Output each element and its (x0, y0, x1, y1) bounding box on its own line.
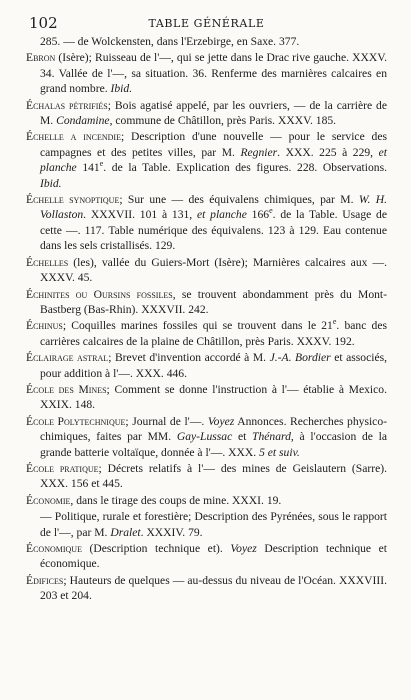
entry-headword: Édifices (26, 573, 64, 587)
entry-italic-text: et planche (40, 145, 388, 175)
entry-text: , se trouvent abondamment près du Mont-Bastberg (Bas-Rhin). XXXVII. 242. (40, 287, 387, 316)
entry-text: (Isère); Ruisseau de l'—, qui se jette dans le Drac rive gauche. XXXV. 34. Vallée de l'—, sa situation. 36. Renferme des marnières calcaires en grand nombre. (40, 51, 387, 96)
entry-italic-text: et planche (197, 208, 247, 222)
entry-headword: Échelles (26, 255, 69, 269)
entry-italic-text: Dralet (110, 525, 141, 539)
entry-text: — Politique, rurale et forestière; Description des Pyrénées, sous le rapport de l'—, par M. (40, 510, 387, 539)
index-entry-echelles (26, 255, 387, 286)
entry-text: Annonces. Recherches physico-chimiques, faites par MM. (40, 414, 387, 444)
entry-text: ; Brevet d'invention accordé à M. (108, 351, 270, 365)
entry-italic-text: Ibid. (110, 82, 133, 96)
index-entry-ecole-pratique (26, 461, 387, 492)
entry-italic-text: Regnier (240, 145, 278, 159)
entry-italic-text: Voyez (230, 542, 257, 555)
entry-headword: Échalas pétrifiés (26, 98, 108, 112)
entry-headword: Échelle a incendie (26, 130, 121, 144)
index-entry-echalas (26, 98, 387, 129)
entry-text: 285. — de Wolckensten, dans l'Erzebirge, en Saxe. 377. (40, 35, 300, 48)
entry-italic-text: 5 et suiv. (259, 445, 300, 459)
entry-text: (Description technique et). (81, 542, 231, 555)
index-entry-wolckensten (26, 34, 387, 49)
entry-text: e (269, 206, 273, 216)
entry-text: ; Journal de l'—. (125, 414, 208, 428)
index-entry-echinites (26, 287, 387, 318)
entry-headword: École pratique (26, 461, 99, 475)
index-entries (26, 34, 387, 604)
entry-text: ; Hauteurs de quelques — au-dessus du niveau de l'Océan. XXXVIII. 203 et 204. (40, 573, 387, 603)
index-entry-ecole-mines (26, 382, 387, 413)
entry-text: e (332, 317, 337, 327)
entry-text: ; Décrets relatifs à l'— des mines de Geislautern (Sarre). XXX. 156 et 445. (40, 461, 387, 491)
entry-headword: École Polytechnique (26, 414, 126, 428)
index-entry-economie-politique (26, 509, 387, 540)
entry-italic-text: Condamine (56, 114, 110, 128)
entry-text: . XXXIV. 79. (140, 525, 203, 539)
index-entry-echinus (26, 318, 387, 349)
entry-text: ; Comment se donne l'instruction à l'— établie à Mexico. XXIX. 148. (40, 382, 387, 412)
entry-text: . banc des carrières calcaires de la plaine de Châtillon, près Paris. XXXV. 192. (40, 319, 387, 348)
entry-text: . de la Table. Usage de cette —. 117. Table numérique des équivalens. 123 à 129. Eau contenue dans les sels cristallisés. 129. (40, 208, 388, 253)
index-entry-echelle-incendie (26, 129, 387, 191)
entry-italic-text: W. H. Vollaston (40, 193, 387, 222)
entry-text: ; Sur une — des équivalens chimiques, par M. (119, 193, 359, 207)
entry-text: . de la Table. Explication des figures. 228. Observations. (103, 161, 388, 175)
entry-italic-text: Gay-Lussac (176, 430, 233, 444)
entry-text: , dans le tirage des coups de mine. XXXI. 19. (70, 493, 282, 507)
entry-text: Description technique et économique. (40, 542, 387, 571)
index-entry-economique (26, 541, 387, 572)
page-header (26, 12, 387, 34)
index-entry-echelle-synoptique (26, 192, 387, 254)
entry-text: 141 (76, 161, 100, 175)
entry-text: , commune de Châtillon, près Paris. XXXV. 185. (109, 114, 337, 128)
entry-text: . XXX. 225 à 229, (277, 145, 379, 159)
index-entry-edifices (26, 573, 387, 604)
entry-italic-text: J.-A. Bordier (269, 351, 331, 365)
entry-text: ; Coquilles marines fossiles qui se trouvent dans le 21 (62, 319, 333, 333)
entry-text: , à l'occasion de la grande batterie voltaïque, donnée à l'—. XXX. (40, 430, 387, 459)
entry-text: ; Bois agatisé appelé, par les ouvriers, — de la carrière de M. (40, 98, 388, 128)
entry-text: 166 (246, 208, 270, 222)
entry-headword: École des Mines (26, 382, 107, 396)
entry-italic-text: Thénard (252, 430, 291, 444)
entry-headword: Économique (26, 542, 82, 555)
entry-italic-text: Ibid. (40, 176, 62, 190)
entry-italic-text: Voyez (207, 414, 235, 428)
entry-headword: Échinus (26, 319, 63, 333)
entry-headword: Ebron (26, 51, 56, 65)
entry-text: e (99, 159, 104, 169)
entry-text: et (232, 430, 253, 444)
index-entry-ebron (26, 50, 387, 96)
running-title: TABLE GÉNÉRALE (148, 17, 265, 30)
index-entry-economie (26, 493, 387, 508)
entry-text: et associés, pour addition à l'—. XXX. 446. (40, 351, 388, 380)
entry-headword: Échinites ou Oursins fossiles (26, 287, 173, 301)
entry-headword: Échelle synoptique (26, 193, 120, 207)
entry-headword: Économie (26, 493, 71, 507)
entry-headword: Éclairage astral (26, 351, 109, 365)
entry-text: . XXXVII. 101 à 131, (83, 208, 197, 222)
index-entry-ecole-polytechnique (26, 414, 387, 460)
entry-text: ; Description d'une nouvelle — pour le service des campagnes et des petites villes, par M. (40, 130, 387, 159)
entry-text: (les), vallée du Guiers-Mort (Isère); Marnières calcaires aux —. XXXV. 45. (40, 255, 387, 285)
index-entry-eclairage (26, 350, 387, 381)
page-number: 102 (29, 14, 58, 32)
